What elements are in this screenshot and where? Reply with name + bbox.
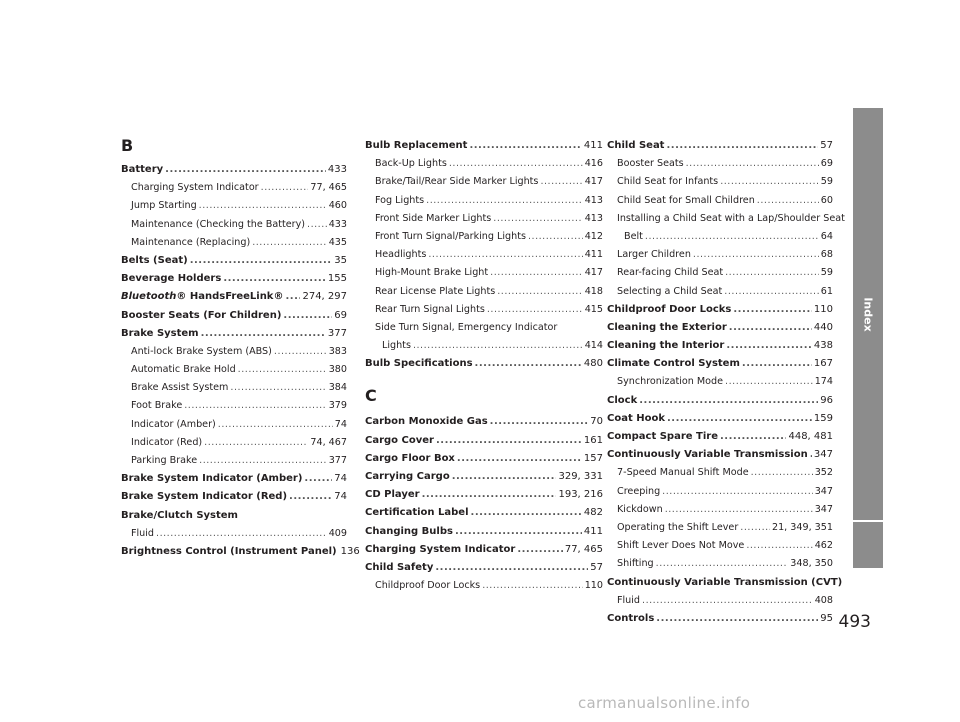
entry-page-ref[interactable]: 74, 467: [310, 436, 347, 448]
index-entry[interactable]: [121, 161, 347, 179]
entry-label: [121, 288, 283, 306]
entry-page-ref[interactable]: 329, 331: [558, 471, 603, 482]
leader-dots: [490, 264, 583, 282]
leader-dots: [751, 464, 813, 482]
index-entry[interactable]: [121, 488, 347, 506]
leader-dots: [449, 155, 583, 173]
entry-label: Automatic Brake Hold: [131, 364, 236, 376]
leader-dots: [274, 343, 327, 361]
leader-dots: [190, 252, 333, 270]
entry-label: Rear-facing Child Seat: [617, 267, 724, 279]
leader-dots: [642, 592, 813, 610]
entry-label: Certification Label: [365, 507, 469, 519]
leader-dots: [304, 470, 332, 488]
index-entry[interactable]: [607, 446, 833, 464]
entry-page-ref[interactable]: 64: [820, 230, 833, 242]
index-subentry[interactable]: [607, 228, 833, 246]
index-subentry[interactable]: [365, 283, 603, 301]
entry-page-ref[interactable]: 411: [583, 140, 603, 151]
index-entry[interactable]: [607, 610, 833, 628]
entry-label: Cargo Cover: [365, 434, 434, 446]
entry-page-ref[interactable]: 411: [583, 525, 603, 537]
entry-page-ref[interactable]: 74: [334, 491, 347, 503]
entry-label: Rear Turn Signal Lights: [375, 303, 485, 315]
leader-dots: [201, 325, 326, 343]
index-subentry[interactable]: [365, 210, 603, 228]
index-entry[interactable]: [365, 541, 603, 559]
entry-page-ref[interactable]: 435: [328, 236, 347, 248]
entry-page-ref[interactable]: 96: [820, 394, 833, 406]
entry-label: Belts (Seat): [121, 254, 188, 266]
entry-label: Changing Bulbs: [365, 525, 453, 537]
entry-label: Charging System Indicator: [131, 182, 259, 194]
entry-page-ref[interactable]: 433: [327, 164, 347, 175]
entry-page-ref[interactable]: 57: [820, 140, 833, 151]
index-subentry[interactable]: [607, 373, 833, 391]
entry-label: Controls: [607, 612, 655, 624]
entry-page-ref[interactable]: 414: [584, 340, 603, 352]
index-side-tab[interactable]: [853, 108, 883, 520]
index-subentry[interactable]: [121, 343, 347, 361]
leader-dots: [428, 246, 582, 264]
index-subentry[interactable]: [121, 525, 347, 543]
index-subentry[interactable]: [121, 434, 347, 452]
index-subentry[interactable]: [607, 264, 833, 282]
leader-dots: [289, 488, 332, 506]
index-subentry[interactable]: [121, 361, 347, 379]
entry-label: Creeping: [617, 485, 661, 497]
entry-label: Front Side Marker Lights: [375, 212, 492, 224]
entry-label: Clock: [607, 394, 638, 406]
index-subentry[interactable]: [121, 416, 347, 434]
index-entry[interactable]: [365, 523, 603, 541]
entry-page-ref[interactable]: 462: [814, 540, 833, 552]
leader-dots: [666, 137, 818, 155]
leader-dots: [517, 541, 563, 559]
index-subentry[interactable]: [121, 197, 347, 215]
side-tab-label: Index: [861, 296, 875, 332]
index-entry[interactable]: [607, 137, 833, 155]
entry-label: 7-Speed Manual Shift Mode: [617, 467, 749, 479]
entry-label: Beverage Holders: [121, 273, 222, 285]
entry-page-ref[interactable]: 448, 481: [788, 431, 833, 442]
section-letter-b: B: [121, 136, 134, 155]
entry-page-ref[interactable]: 379: [328, 400, 347, 412]
entry-page-ref[interactable]: 409: [328, 527, 347, 539]
leader-dots: [204, 434, 308, 452]
leader-dots: [528, 228, 583, 246]
leader-dots: [720, 173, 819, 191]
index-subentry[interactable]: [365, 246, 603, 264]
leader-dots: [230, 379, 326, 397]
index-subentry[interactable]: [365, 155, 603, 173]
entry-label: Front Turn Signal/Parking Lights: [375, 230, 526, 242]
entry-page-ref[interactable]: 57: [590, 561, 603, 573]
entry-page-ref[interactable]: 440: [813, 321, 833, 333]
entry-label: Cleaning the Interior: [607, 340, 725, 352]
leader-dots: [199, 452, 327, 470]
entry-label: Carrying Cargo: [365, 471, 450, 482]
entry-label: Selecting a Child Seat: [617, 285, 723, 297]
page-number: 493: [838, 612, 871, 632]
watermark: carmanualsonline.info: [578, 694, 751, 712]
index-entry[interactable]: [607, 410, 833, 428]
index-subentry[interactable]: [121, 452, 347, 470]
leader-dots: [686, 155, 819, 173]
entry-label: Lights: [382, 340, 411, 352]
entry-page-ref[interactable]: 416: [584, 158, 603, 170]
index-entry[interactable]: [121, 543, 360, 561]
index-column-3: [607, 137, 845, 628]
index-subentry[interactable]: [607, 173, 833, 191]
leader-dots: [757, 192, 819, 210]
index-entry[interactable]: [121, 252, 347, 270]
index-subentry[interactable]: [607, 555, 833, 573]
leader-dots: [223, 270, 326, 288]
index-entry[interactable]: [121, 307, 347, 325]
index-entry[interactable]: [607, 337, 833, 355]
entry-page-ref[interactable]: 159: [813, 412, 833, 424]
entry-label: Compact Spare Tire: [607, 431, 718, 442]
leader-dots: [725, 264, 819, 282]
leader-dots: [436, 432, 582, 450]
entry-page-ref[interactable]: 347: [814, 503, 833, 515]
entry-label-italic: Bluetooth: [121, 291, 177, 303]
index-column-2: [365, 137, 603, 595]
entry-page-ref[interactable]: 415: [584, 303, 603, 315]
entry-page-ref[interactable]: 69: [820, 158, 833, 170]
leader-dots: [639, 392, 818, 410]
entry-page-ref[interactable]: 61: [820, 285, 833, 297]
side-tab-block: [853, 522, 883, 568]
entry-page-ref[interactable]: 383: [328, 345, 347, 357]
leader-dots: [413, 337, 583, 355]
entry-label: Fog Lights: [375, 194, 425, 206]
leader-dots: [645, 228, 819, 246]
entry-page-ref[interactable]: 60: [820, 194, 833, 206]
index-subentry[interactable]: [607, 464, 833, 482]
entry-page-ref[interactable]: 417: [584, 267, 603, 279]
leader-dots: [497, 283, 582, 301]
entry-page-ref[interactable]: 74: [334, 418, 347, 430]
entry-label: Side Turn Signal, Emergency Indicator: [375, 321, 558, 333]
index-entry[interactable]: [365, 559, 603, 577]
index-entry[interactable]: [365, 486, 603, 504]
entry-label: Indicator (Red): [131, 436, 203, 448]
section-letter-c: C: [365, 386, 377, 406]
index-entry[interactable]: [121, 270, 347, 288]
entry-label: Operating the Shift Lever: [617, 521, 739, 533]
entry-page-ref[interactable]: 174: [814, 376, 833, 388]
leader-dots: [720, 428, 786, 446]
entry-label: Larger Children: [617, 249, 691, 261]
entry-label: Shift Lever Does Not Move: [617, 540, 745, 552]
leader-dots: [724, 283, 818, 301]
entry-page-ref[interactable]: 69: [334, 309, 347, 321]
index-subentry[interactable]: [607, 537, 833, 555]
leader-dots: [426, 192, 583, 210]
entry-label: Bulb Replacement: [365, 140, 468, 151]
index-entry[interactable]: [607, 355, 833, 373]
index-subentry[interactable]: [365, 173, 603, 191]
leader-dots: [252, 234, 326, 252]
index-subentry[interactable]: [365, 301, 603, 319]
entry-page-ref[interactable]: 95: [820, 612, 833, 624]
entry-page-ref[interactable]: 377: [327, 327, 347, 339]
index-entry[interactable]: [365, 355, 603, 373]
entry-page-ref[interactable]: 352: [814, 467, 833, 479]
index-entry[interactable]: [365, 450, 603, 468]
entry-label: Rear License Plate Lights: [375, 285, 496, 297]
index-subentry[interactable]: [607, 483, 833, 501]
leader-dots: [452, 468, 557, 486]
leader-dots: [435, 559, 588, 577]
entry-label: Booster Seats (For Children): [121, 309, 282, 321]
leader-dots: [490, 413, 589, 431]
index-entry[interactable]: [365, 468, 603, 486]
entry-label: Carbon Monoxide Gas: [365, 416, 488, 428]
entry-label: Maintenance (Checking the Battery): [131, 218, 306, 230]
entry-list: [607, 137, 845, 628]
entry-page-ref[interactable]: 413: [584, 194, 603, 206]
entry-page-ref[interactable]: 438: [813, 340, 833, 352]
leader-dots: [742, 355, 812, 373]
index-subentry[interactable]: [121, 216, 347, 234]
entry-page-ref[interactable]: 59: [820, 176, 833, 188]
leader-dots: [261, 179, 309, 197]
entry-label: Kickdown: [617, 503, 663, 515]
entry-list: [365, 137, 603, 373]
index-subentry[interactable]: [607, 519, 833, 537]
entry-label: High-Mount Brake Light: [375, 267, 489, 279]
entry-label: Childproof Door Locks: [375, 580, 481, 592]
entry-label: Cleaning the Exterior: [607, 321, 727, 333]
index-entry[interactable]: [365, 137, 603, 155]
entry-label: Brake System Indicator (Amber): [121, 473, 303, 485]
entry-page-ref[interactable]: 157: [583, 452, 603, 464]
entry-label: Back-Up Lights: [375, 158, 447, 170]
entry-label: Brake/Tail/Rear Side Marker Lights: [375, 176, 539, 188]
entry-label: Fluid: [131, 527, 155, 539]
entry-page-ref[interactable]: 68: [820, 249, 833, 261]
index-entry[interactable]: [121, 470, 347, 488]
entry-list: [365, 413, 603, 595]
leader-dots: [471, 504, 582, 522]
index-subentry[interactable]: [365, 577, 603, 595]
index-entry[interactable]: [607, 428, 833, 446]
entry-page-ref[interactable]: 384: [328, 382, 347, 394]
entry-label: Brake System Indicator (Red): [121, 491, 288, 503]
index-subentry[interactable]: [121, 234, 347, 252]
entry-page-ref[interactable]: 460: [328, 200, 347, 212]
leader-dots: [165, 161, 326, 179]
leader-dots: [307, 216, 327, 234]
entry-page-ref[interactable]: 433: [328, 218, 347, 230]
entry-label: Child Seat: [607, 140, 665, 151]
leader-dots: [656, 610, 818, 628]
entry-page-ref[interactable]: 348, 350: [790, 558, 833, 570]
entry-page-ref[interactable]: 408: [814, 594, 833, 606]
entry-page-ref[interactable]: 480: [583, 358, 603, 370]
entry-page-ref[interactable]: 77, 465: [310, 182, 347, 194]
leader-dots: [218, 416, 333, 434]
index-subentry[interactable]: [607, 155, 833, 173]
leader-dots: [729, 319, 812, 337]
entry-label: Jump Starting: [131, 200, 197, 212]
index-subentry[interactable]: [607, 192, 833, 210]
entry-label: Synchronization Mode: [617, 376, 724, 388]
index-subentry[interactable]: [121, 397, 347, 415]
entry-label: Continuously Variable Transmission: [607, 449, 808, 461]
leader-dots: [475, 355, 582, 373]
entry-label: Headlights: [375, 249, 427, 261]
leader-dots: [156, 525, 327, 543]
entry-page-ref[interactable]: 193, 216: [558, 489, 603, 501]
entry-label: Child Seat for Small Children: [617, 194, 755, 206]
entry-page-ref[interactable]: 35: [334, 254, 347, 266]
leader-dots: [493, 210, 582, 228]
entry-page-ref[interactable]: 347: [814, 485, 833, 497]
entry-page-ref[interactable]: 347: [813, 449, 833, 461]
entry-label: Anti-lock Brake System (ABS): [131, 345, 272, 357]
entry-label: Continuously Variable Transmission (CVT): [607, 576, 843, 588]
leader-dots: [810, 446, 812, 464]
entry-page-ref[interactable]: 110: [813, 303, 833, 315]
entry-page-ref[interactable]: 161: [583, 434, 603, 446]
leader-dots: [469, 137, 581, 155]
entry-page-ref[interactable]: 377: [328, 455, 347, 466]
entry-label: Bulb Specifications: [365, 358, 473, 370]
index-subentry[interactable]: [365, 192, 603, 210]
leader-dots: [283, 307, 332, 325]
entry-label: Brightness Control (Instrument Panel): [121, 545, 337, 557]
entry-page-ref[interactable]: 418: [584, 285, 603, 297]
entry-label: Shifting: [617, 558, 654, 570]
leader-dots: [422, 486, 557, 504]
leader-dots: [455, 523, 582, 541]
leader-dots: [199, 197, 327, 215]
entry-label: Brake/Clutch System: [121, 509, 238, 521]
entry-label: Maintenance (Replacing): [131, 236, 251, 248]
entry-page-ref[interactable]: 110: [584, 580, 603, 592]
index-entry[interactable]: [607, 574, 843, 592]
entry-page-ref[interactable]: 136: [340, 545, 360, 557]
entry-page-ref[interactable]: 155: [327, 273, 347, 285]
index-entry[interactable]: [365, 413, 603, 431]
leader-dots: [540, 173, 582, 191]
entry-label: Coat Hook: [607, 412, 665, 424]
index-entry[interactable]: [121, 325, 347, 343]
entry-page-ref[interactable]: 77, 465: [564, 543, 603, 555]
entry-label-rest: ® HandsFreeLink®: [176, 291, 284, 303]
index-subentry[interactable]: [607, 592, 833, 610]
index-subentry[interactable]: [607, 283, 833, 301]
leader-dots: [285, 288, 300, 306]
entry-page-ref[interactable]: 413: [584, 212, 603, 224]
index-entry[interactable]: [121, 507, 347, 525]
entry-page-ref[interactable]: 167: [813, 358, 833, 370]
index-subentry[interactable]: [365, 264, 603, 282]
index-subentry[interactable]: [607, 501, 833, 519]
entry-page-ref[interactable]: 380: [328, 364, 347, 376]
leader-dots: [667, 410, 812, 428]
entry-label: Cargo Floor Box: [365, 452, 455, 464]
index-subentry[interactable]: [365, 319, 603, 337]
index-entry[interactable]: [607, 301, 833, 319]
entry-page-ref[interactable]: 21, 349, 351: [771, 521, 833, 533]
leader-dots: [487, 301, 583, 319]
entry-page-ref[interactable]: 412: [584, 230, 603, 242]
entry-label: Brake Assist System: [131, 382, 229, 394]
leader-dots: [457, 450, 582, 468]
entry-label: CD Player: [365, 489, 420, 501]
entry-label: Belt: [624, 230, 643, 242]
entry-page-ref[interactable]: 274, 297: [302, 291, 347, 303]
entry-label: Booster Seats: [617, 158, 684, 170]
entry-label: Child Safety: [365, 561, 434, 573]
index-subentry[interactable]: [121, 179, 347, 197]
index-entry[interactable]: [121, 288, 347, 306]
index-subentry[interactable]: [607, 246, 833, 264]
entry-label: Installing a Child Seat with a Lap/Shoulder Seat: [617, 212, 845, 224]
index-subentry[interactable]: [121, 379, 347, 397]
leader-dots: [238, 361, 327, 379]
leader-dots: [693, 246, 819, 264]
leader-dots: [726, 337, 812, 355]
leader-dots: [662, 483, 813, 501]
leader-dots: [725, 373, 813, 391]
index-entry[interactable]: [607, 392, 833, 410]
leader-dots: [184, 397, 326, 415]
entry-label: Childproof Door Locks: [607, 303, 732, 315]
entry-label: Climate Control System: [607, 358, 740, 370]
entry-page-ref[interactable]: 59: [820, 267, 833, 279]
leader-dots: [656, 555, 789, 573]
index-subentry[interactable]: [365, 228, 603, 246]
entry-label: Indicator (Amber): [131, 418, 216, 430]
leader-dots: [482, 577, 583, 595]
entry-label: Charging System Indicator: [365, 543, 516, 555]
index-entry[interactable]: [365, 432, 603, 450]
index-subentry[interactable]: [607, 210, 845, 228]
entry-label: Fluid: [617, 594, 641, 606]
entry-list: [121, 161, 360, 561]
index-subentry[interactable]: [365, 337, 603, 355]
leader-dots: [733, 301, 812, 319]
entry-label: Brake System: [121, 327, 199, 339]
entry-label: Battery: [121, 164, 164, 175]
entry-page-ref[interactable]: 482: [583, 507, 603, 519]
entry-label: Foot Brake: [131, 400, 183, 412]
entry-label: Parking Brake: [131, 455, 198, 466]
entry-page-ref[interactable]: 411: [584, 249, 603, 261]
index-entry[interactable]: [365, 504, 603, 522]
leader-dots: [665, 501, 813, 519]
entry-page-ref[interactable]: 74: [334, 473, 347, 485]
entry-label: Child Seat for Infants: [617, 176, 719, 188]
index-entry[interactable]: [607, 319, 833, 337]
leader-dots: [740, 519, 770, 537]
entry-page-ref[interactable]: 417: [584, 176, 603, 188]
leader-dots: [746, 537, 812, 555]
index-column-1: [121, 136, 360, 561]
entry-page-ref[interactable]: 70: [590, 416, 603, 428]
